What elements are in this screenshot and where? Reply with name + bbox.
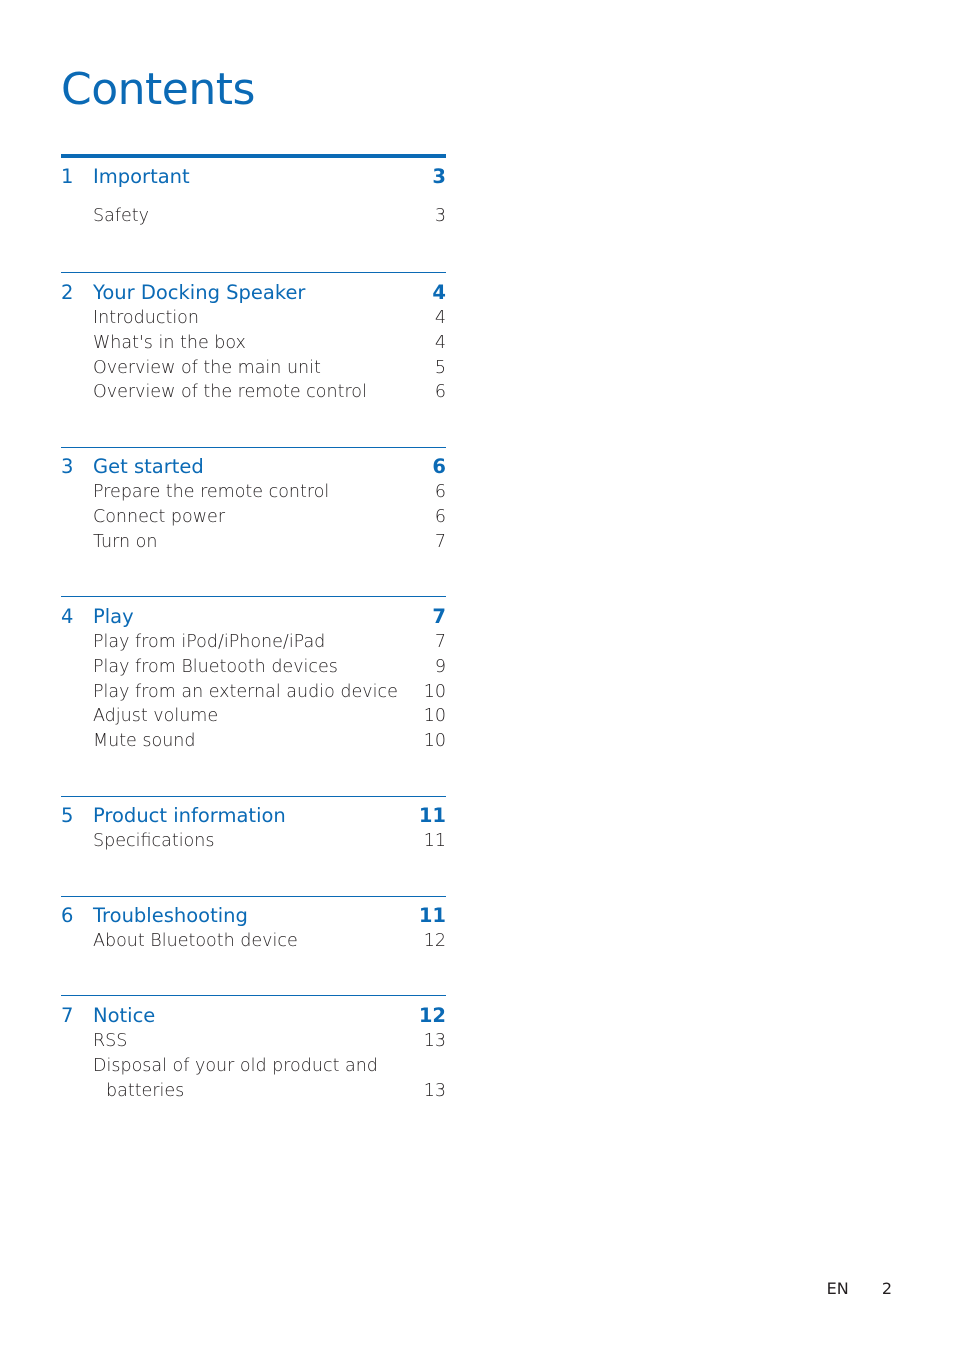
item-page-number: 12 xyxy=(423,931,446,951)
chapter-page-number: 12 xyxy=(418,1004,446,1027)
chapter-title[interactable]: Important xyxy=(93,165,190,188)
item-page-number: 10 xyxy=(423,681,446,702)
toc-item-row[interactable] xyxy=(61,505,446,530)
item-title[interactable]: What's in the box xyxy=(93,332,246,353)
toc-item-row[interactable] xyxy=(61,1029,446,1054)
item-title[interactable]: Play from iPod/iPhone/iPad xyxy=(93,632,326,652)
item-title[interactable]: Connect power xyxy=(93,506,226,527)
item-title[interactable]: Play from an external audio device xyxy=(93,681,398,702)
chapter-page-number: 7 xyxy=(432,605,446,628)
toc-item-row[interactable] xyxy=(61,306,446,331)
item-page-number: 11 xyxy=(423,831,446,851)
language-code: EN xyxy=(826,1279,849,1298)
item-title-line-1: Disposal of your old product and xyxy=(93,1055,378,1076)
item-title[interactable]: Play from Bluetooth devices xyxy=(93,656,338,677)
item-page-number: 13 xyxy=(423,1031,446,1051)
item-title[interactable]: RSS xyxy=(93,1031,128,1051)
item-title[interactable]: Adjust volume xyxy=(93,706,219,727)
chapter-page-number: 6 xyxy=(432,455,446,478)
item-title[interactable]: About Bluetooth device xyxy=(93,931,298,951)
toc-item-row[interactable] xyxy=(61,356,446,381)
toc-section-notice xyxy=(61,995,446,1103)
chapter-page-number: 4 xyxy=(432,281,446,304)
toc-chapter-row[interactable] xyxy=(61,802,446,829)
item-title-line-2: batteries xyxy=(106,1080,185,1101)
item-title[interactable]: Mute sound xyxy=(93,731,196,752)
toc-chapter-row[interactable] xyxy=(61,603,446,630)
chapter-title[interactable]: Product information xyxy=(93,804,286,827)
item-title[interactable]: Overview of the remote control xyxy=(93,382,367,403)
item-title[interactable]: Turn on xyxy=(93,531,158,552)
toc-item-row[interactable] xyxy=(61,829,446,854)
toc-chapter-row[interactable] xyxy=(61,1002,446,1029)
toc-item-row[interactable] xyxy=(61,480,446,505)
item-page-number: 3 xyxy=(434,206,446,226)
item-title[interactable] xyxy=(93,1054,378,1104)
item-page-number: 4 xyxy=(434,308,446,328)
item-page-number: 4 xyxy=(434,332,446,353)
toc-section-your-docking-speaker xyxy=(61,272,446,405)
toc-item-row[interactable] xyxy=(61,929,446,954)
toc-item-row[interactable] xyxy=(61,704,446,729)
item-title[interactable]: Introduction xyxy=(93,308,199,328)
chapter-title[interactable]: Play xyxy=(93,605,134,628)
chapter-number: 6 xyxy=(61,904,74,927)
item-title[interactable]: Overview of the main unit xyxy=(93,357,321,378)
chapter-number: 4 xyxy=(61,605,74,628)
toc-section-product-information xyxy=(61,796,446,854)
toc-item-row[interactable] xyxy=(61,380,446,405)
chapter-title[interactable]: Troubleshooting xyxy=(93,904,248,927)
chapter-title[interactable]: Get started xyxy=(93,455,204,478)
chapter-number: 7 xyxy=(61,1004,74,1027)
toc-section-get-started xyxy=(61,447,446,554)
item-page-number: 9 xyxy=(434,656,446,677)
toc-item-row[interactable] xyxy=(61,1054,446,1104)
toc-chapter-row[interactable] xyxy=(61,453,446,480)
chapter-number: 3 xyxy=(61,455,74,478)
toc-chapter-row[interactable] xyxy=(61,163,446,190)
item-page-number: 7 xyxy=(434,632,446,652)
item-page-number: 6 xyxy=(434,506,446,527)
toc-section-play xyxy=(61,596,446,754)
chapter-page-number: 11 xyxy=(418,904,446,927)
chapter-title[interactable]: Your Docking Speaker xyxy=(93,281,306,304)
page-number: 2 xyxy=(881,1279,892,1298)
chapter-number: 5 xyxy=(61,804,74,827)
item-title[interactable]: Specifications xyxy=(93,831,215,851)
item-page-number: 10 xyxy=(423,731,446,752)
page-title: Contents xyxy=(61,64,255,115)
page-footer xyxy=(827,1279,892,1298)
toc-item-row[interactable] xyxy=(61,630,446,655)
toc-item-row[interactable] xyxy=(61,680,446,705)
toc-item-row[interactable] xyxy=(61,204,446,229)
toc-item-row[interactable] xyxy=(61,729,446,754)
toc-chapter-row[interactable] xyxy=(61,902,446,929)
toc-section-important xyxy=(61,154,446,229)
chapter-number: 1 xyxy=(61,165,74,188)
item-page-number: 6 xyxy=(434,482,446,502)
item-page-number: 10 xyxy=(423,706,446,727)
item-title[interactable]: Prepare the remote control xyxy=(93,482,330,502)
chapter-title[interactable]: Notice xyxy=(93,1004,156,1027)
chapter-page-number: 11 xyxy=(418,804,446,827)
chapter-page-number: 3 xyxy=(432,165,446,188)
item-title[interactable]: Safety xyxy=(93,206,149,226)
item-page-number: 7 xyxy=(434,531,446,552)
toc-section-troubleshooting xyxy=(61,896,446,954)
chapter-number: 2 xyxy=(61,281,74,304)
item-page-number: 13 xyxy=(423,1080,446,1101)
toc-item-row[interactable] xyxy=(61,331,446,356)
item-page-number: 6 xyxy=(434,382,446,403)
toc-chapter-row[interactable] xyxy=(61,279,446,306)
item-page-number: 5 xyxy=(434,357,446,378)
toc-item-row[interactable] xyxy=(61,655,446,680)
toc-item-row[interactable] xyxy=(61,530,446,555)
